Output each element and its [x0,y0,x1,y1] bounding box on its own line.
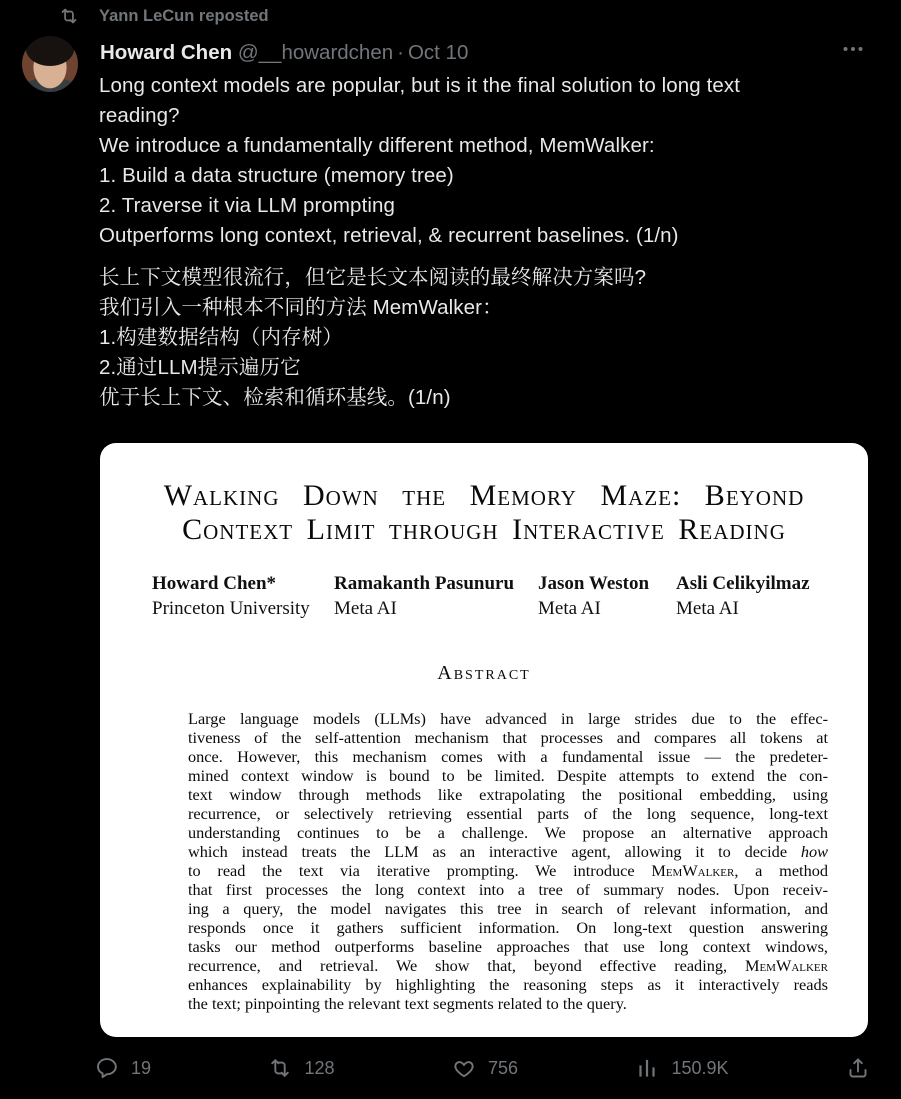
abstract-line: Large language models (LLMs) have advanced in large strides due to the effec- [188,709,828,728]
abstract-line: tasks our method outperforms baseline approaches that use long context windows, [188,937,828,956]
abstract-line: recurrence, and retrieval. We show that, beyond effective reading, MemWalker [188,956,828,975]
tweet-text-line: 2. Traverse it via LLM prompting [99,194,396,217]
tweet-text-line: 长上下文模型很流行，但它是长文本阅读的最终解决方案吗? [99,266,647,289]
tweet-paragraph-english [99,71,889,251]
paper-author-affiliation: Meta AI [676,598,739,619]
repost-header [59,6,269,26]
paper-title [100,479,868,547]
views-button[interactable] [635,1056,728,1080]
tweet-text-line: 2.通过LLM提示遍历它 [99,356,301,379]
tweet-text-line: Outperforms long context, retrieval, & recurrent baselines. (1/n) [99,224,679,247]
like-button[interactable] [452,1056,518,1080]
tweet-paragraph-chinese [99,263,889,413]
author-display-name[interactable]: Howard Chen [100,41,233,64]
like-count: 756 [487,1057,519,1078]
avatar[interactable] [22,36,78,92]
abstract-line: responds once it gathers sufficient information. On long-text question answering [188,918,828,937]
paper-author-affiliation: Princeton University [152,598,310,619]
share-icon [846,1056,870,1080]
share-button[interactable] [846,1056,870,1080]
abstract-line: understanding continues to be a challenge. We propose an alternative approach [188,823,828,842]
heart-icon [452,1056,476,1080]
paper-author [152,571,310,621]
repost-count: 128 [304,1057,335,1078]
tweet-text-line: 我们引入一种根本不同的方法 MemWalker： [99,296,503,319]
abstract-heading: Abstract [437,662,531,684]
abstract-line: text window through methods like extrapolating the positional embedding, using [188,785,828,804]
paper-abstract [188,709,828,1013]
abstract-line: enhances explainability by highlighting the reasoning steps as it interactively reads [188,975,828,994]
paper-author [676,571,810,621]
paper-title-line: Context Limit through Interactive Reading [182,513,786,546]
paper-title-line: Walking Down the Memory Maze: Beyond [163,479,805,512]
tweet-text-line: 1.构建数据结构（内存树） [99,326,343,349]
abstract-line: to read the text via iterative prompting. We introduce MemWalker, a method [188,861,828,880]
abstract-line: ing a query, the model navigates this tree in search of relevant information, and [188,899,828,918]
paper-author-affiliation: Meta AI [334,598,397,619]
paper-author-affiliation: Meta AI [538,598,601,619]
repost-button[interactable] [268,1056,334,1080]
paper-author [334,571,514,621]
paper-image-card[interactable] [100,443,868,1037]
tweet-text-line: Long context models are popular, but is it the final solution to long text [99,74,741,97]
reply-button[interactable] [95,1056,151,1080]
abstract-line: the text; pinpointing the relevant text segments related to the query. [188,994,627,1013]
tweet-text-line: reading? [99,104,180,127]
paper-author-name: Ramakanth Pasunuru [334,573,515,594]
repost-icon [268,1056,292,1080]
reply-icon [95,1056,119,1080]
reply-count: 19 [131,1057,152,1078]
tweet-text-line: We introduce a fundamentally different method, MemWalker: [99,134,655,157]
views-count: 150.9K [671,1057,729,1078]
repost-icon [59,6,79,26]
tweet-text-line: 优于长上下文、检索和循环基线。(1/n) [99,386,451,409]
tweet-text-line: 1. Build a data structure (memory tree) [99,164,454,187]
reposter-name[interactable]: Yann LeCun reposted [99,6,269,25]
dot-separator: · [397,41,404,64]
more-horizontal-icon[interactable] [841,38,867,60]
analytics-icon [635,1056,659,1080]
tweet-action-bar [95,1046,870,1090]
tweet-date[interactable]: Oct 10 [407,41,469,64]
abstract-line: mined context window is bound to be limited. Despite attempts to extend the con- [188,766,828,785]
abstract-line: that first processes the long context into a tree of summary nodes. Upon receiv- [188,880,828,899]
paper-author-name: Howard Chen* [152,573,277,594]
abstract-line: which instead treats the LLM as an interactive agent, allowing it to decide how [188,842,828,861]
tweet-text [99,71,889,413]
author-row [100,41,468,65]
paper-author-name: Asli Celikyilmaz [676,573,810,594]
abstract-line: recurrence, or selectively retrieving essential parts of the long sequence, long-text [188,804,828,823]
paper-author [538,571,649,621]
paper-author-name: Jason Weston [538,573,650,594]
author-handle[interactable]: @__howardchen [237,41,394,64]
abstract-line: once. However, this mechanism comes with a fundamental issue — the predeter- [188,747,828,766]
abstract-line: tiveness of the self-attention mechanism that processes and compares all tokens at [188,728,828,747]
